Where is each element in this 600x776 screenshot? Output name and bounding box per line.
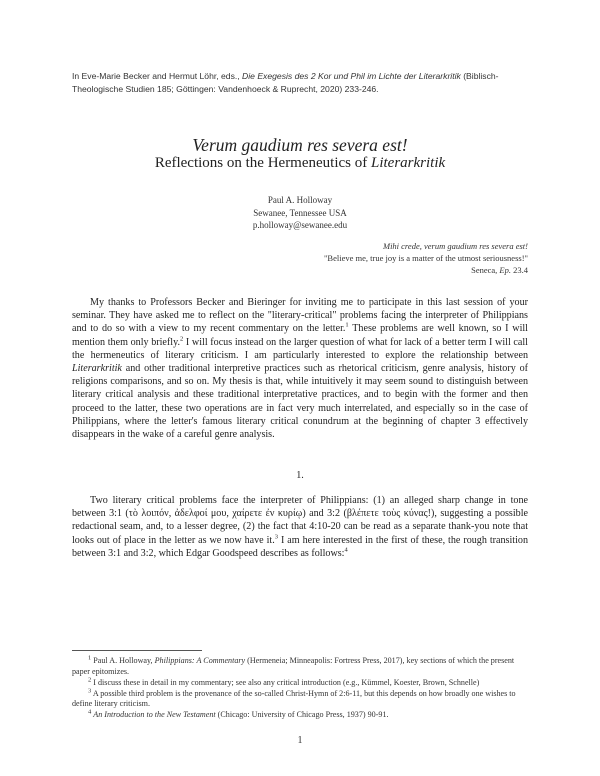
para2-text-b: ) and 3:2 ( [302, 508, 347, 520]
footnote-text-post: (Chicago: University of Chicago Press, 1937) 90-91. [215, 710, 389, 720]
footnote-italic: Philippians: A Commentary [154, 656, 246, 665]
footnote-text: I discuss these in detail in my commentary; see also any critical introduction (e.g., Kümmel, Koester, Brown, Schnelle) [93, 677, 480, 687]
epigraph-source-work: Ep. [499, 265, 511, 275]
citation-suffix: (Biblisch-Theologische Studien 185; Göttingen: Vandenhoeck & Ruprecht, 2020) 233-246. [72, 71, 499, 94]
footnote [72, 678, 528, 689]
footnote-text: A possible third problem is the provenance of the so-called Christ-Hymn of 2:6-11, but this depends on how broadly one wishes to define literary criticism. [72, 688, 516, 709]
epigraph-source-ref: 23.4 [511, 265, 528, 275]
footnote-number: 3 [88, 687, 92, 695]
page-number: 1 [297, 735, 303, 746]
footnote-number: 2 [88, 676, 92, 683]
footnote-ref-3[interactable]: 3 [274, 533, 278, 541]
paper-title: Verum gaudium res severa est! [192, 135, 408, 155]
para1-italic: Literarkritik [72, 363, 122, 375]
footnote [72, 710, 528, 721]
footnote [72, 656, 528, 677]
footnote [72, 689, 528, 710]
author-name: Paul A. Holloway [267, 195, 333, 205]
section-number: 1. [296, 470, 304, 481]
epigraph [208, 240, 528, 276]
epigraph-latin: Mihi crede, verum gaudium res severa est! [382, 241, 528, 251]
para1-text-c: I will focus instead on the larger question of what for lack of a better term I will call the hermeneutics of literary criticism. I am particularly interested to explore the relationship between [72, 336, 528, 361]
citation-header [72, 70, 532, 96]
footnote-number: 4 [88, 708, 92, 716]
para1-text-a: My thanks to Professors Becker and Bieringer for inviting me to participate in this last session of your seminar. They have asked me to reflect on the "literary-critical" problems facing the interpreter of Philippians and to do so with a view to my recent commentary on the letter. [72, 297, 528, 335]
author-block [0, 194, 600, 232]
footnote-italic: An Introduction to the New Testament [93, 710, 216, 720]
para1-text-d: and other traditional interpretive practices such as rhetorical criticism, genre analysis, history of religions comparisons, and so on. My thesis is that, while intuitively it may seem sound to distinguish between literary critical analysis and these traditional interpretative practices, and to begin with the former and then proceed to the latter, these two operations are in fact very much interrelated, and especially so in the case of Philippians, where the letter's famous literary critical conundrum at the beginning of chapter 3 effectively disappears in the wake of a careful genre analysis. [72, 363, 528, 441]
para2-greek-1: τὸ λοιπόν, ἀδελφοί μου, χαίρετε ἐν κυρίῳ [128, 508, 303, 520]
author-email[interactable]: p.holloway@sewanee.edu [252, 220, 348, 230]
para2-text-c: ), suggesting a possible redactional seam, and, to a lesser degree, (2) the fact that 4:10-20 can be read as a separate thank-you note that looks out of place in the letter as we now have it. [72, 508, 528, 546]
subtitle-italic: Literarkritik [371, 155, 446, 171]
footnote-ref-1[interactable]: 1 [345, 322, 349, 330]
para2-text-a: Two literary critical problems face the interpreter of Philippians: (1) an alleged sharp change in tone between 3:1 ( [72, 495, 528, 520]
footnote-ref-2[interactable]: 2 [179, 335, 184, 343]
footnote-number: 1 [88, 654, 92, 662]
subtitle-text: Reflections on the Hermeneutics of [154, 155, 371, 171]
footnotes [72, 656, 528, 722]
para2-text-d: I am here interested in the first of these, the rough transition between 3:1 and 3:2, which Edgar Goodspeed describes as follows: [72, 534, 528, 559]
para2-greek-2: βλέπετε τοὺς κύνας! [346, 508, 432, 520]
citation-prefix: In Eve-Marie Becker and Hermut Löhr, eds., [72, 71, 243, 81]
footnote-divider [72, 650, 202, 651]
epigraph-translation: "Believe me, true joy is a matter of the utmost seriousness!" [323, 253, 528, 263]
paper-subtitle [0, 154, 600, 172]
epigraph-source [208, 264, 528, 276]
epigraph-source-prefix: Seneca, [471, 265, 500, 275]
citation-book-title: Die Exegesis des 2 Kor und Phil im Lichte der Literarkritik [242, 71, 461, 81]
paragraph-1 [72, 296, 528, 441]
author-location: Sewanee, Tennessee USA [253, 207, 347, 218]
para1-text-b: These problems are well known, so I will mention them only briefly. [72, 323, 528, 348]
footnote-text: Paul A. Holloway, [93, 656, 155, 665]
paragraph-2 [72, 494, 528, 560]
footnote-ref-4[interactable]: 4 [344, 546, 348, 554]
footnote-text-post: (Hermeneia; Minneapolis: Fortress Press, 2017), key sections of which the present paper epitomizes. [72, 656, 515, 676]
